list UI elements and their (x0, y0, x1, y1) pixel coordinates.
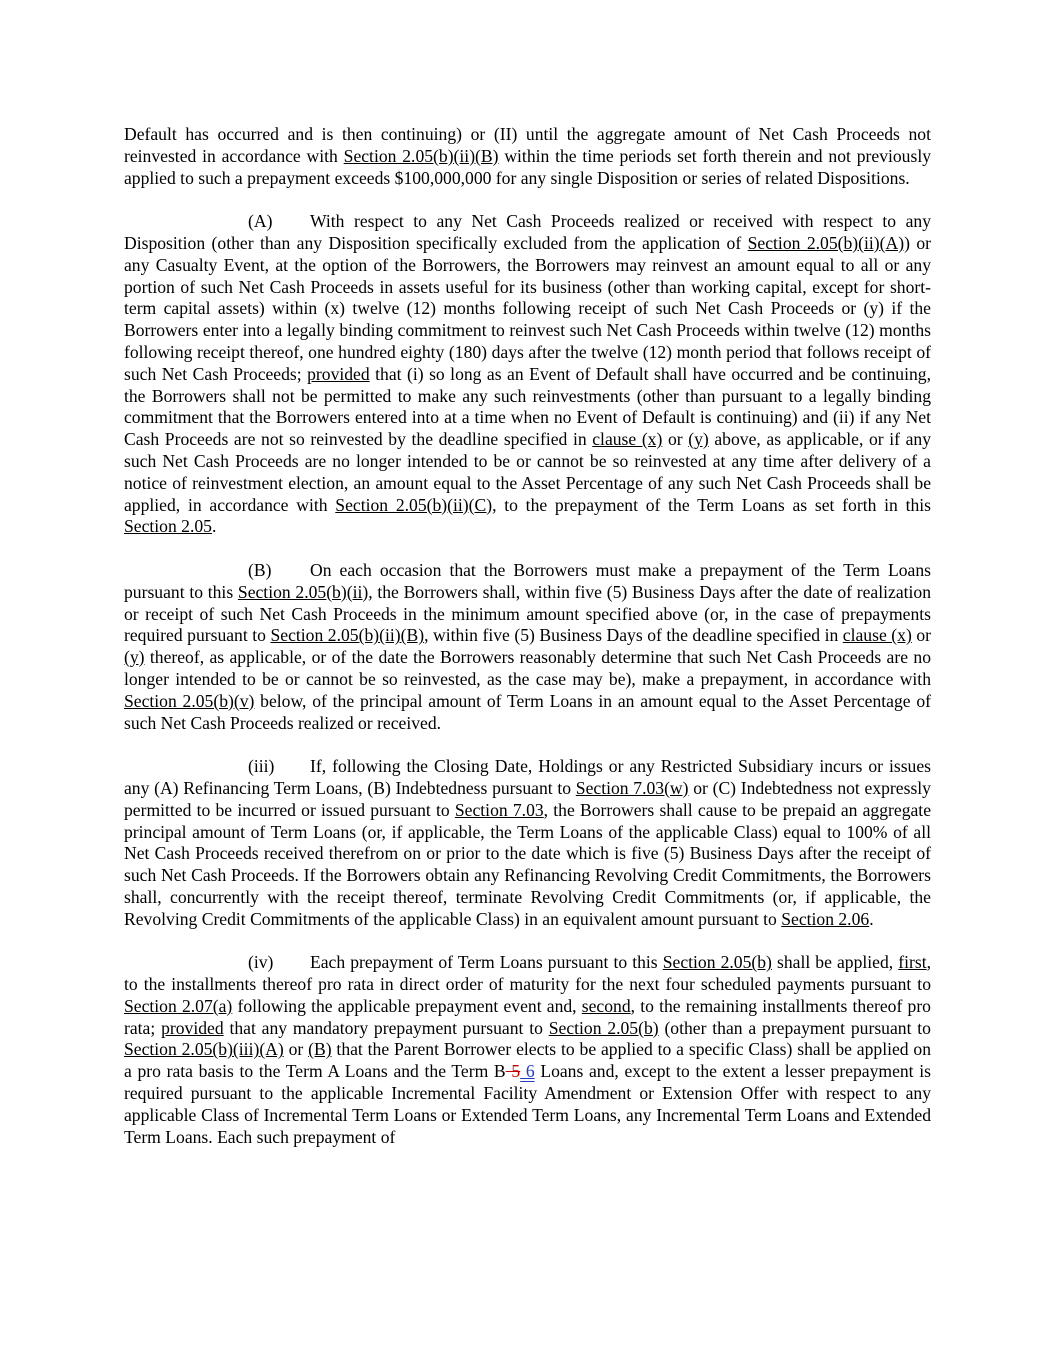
clause-reference: (y) (124, 647, 145, 668)
section-reference: Section 2.05(b)(ii)(C) (335, 494, 493, 515)
text-run: that the Parent Borrower elects to be applied to a specific Class) shall be applied on a pro rata basis to the Term A Loans and the Term B (124, 1039, 932, 1082)
ordinal-term: first (898, 952, 927, 973)
text-run: , within five (5) Business Days of the deadline specified in (424, 625, 843, 646)
section-reference: Section 7.03 (454, 799, 544, 820)
text-run: below, of the principal amount of Term Loans in an amount equal to the Asset Percentage of such Net Cash Proceeds realized or received. (124, 690, 931, 733)
clause-reference: clause (x) (592, 429, 663, 450)
text-run: , the Borrowers shall, within five (5) Business Days after the date of realization or receipt of such Net Cash Proceeds in the minimum amount specified above (or, in the case of prepayments required pursuant to (124, 581, 932, 646)
section-reference: Section 2.06 (781, 908, 870, 929)
text-run: above, as applicable, or if any such Net Cash Proceeds are no longer intended to be or cannot be so reinvested at any time after delivery of a notice of reinvestment election, an amount equal to the Asset Percentage of any such Net Cash Proceeds shall be applied, in accordance with (124, 429, 932, 515)
text-run: Each prepayment of Term Loans pursuant to this (310, 952, 663, 973)
defined-term: provided (161, 1017, 224, 1038)
text-run: . (869, 908, 874, 929)
text-run: , the Borrowers shall cause to be prepaid an aggregate principal amount of Term Loans (or, if applicable, the Term Loans of the applicable Class) equal to 100% of all Net Cash Proceeds received therefrom on or prior to the date which is five (5) Business Days after the receipt of such Net Cash Proceeds. If the Borrowers obtain any Refinancing Revolving Credit Commitments, the Borrowers shall, concurrently with the receipt thereof, terminate Revolving Credit Commitments (or, if applicable, the Revolving Credit Commitments of the applicable Class) in an equivalent amount pursuant to (124, 799, 931, 929)
paragraph-continuation (124, 124, 931, 189)
section-reference: Section 2.05(b)(ii)(B) (270, 625, 425, 646)
paragraph-label: (iii) (248, 756, 275, 777)
text-run: that any mandatory prepayment pursuant to (223, 1017, 549, 1038)
text-run: thereof, as applicable, or of the date the Borrowers reasonably determine that such Net Cash Proceeds are no longer intended to be or cannot be so reinvested, as the case may be), make a prepayment, in accordance with (124, 647, 931, 689)
section-reference: Section 2.07(a) (124, 995, 233, 1016)
tracked-insertion: 6 (520, 1061, 535, 1082)
paragraph-label: (A) (248, 211, 273, 232)
section-reference: Section 2.05(b)(ii)(B) (343, 145, 499, 166)
document-page (124, 124, 931, 1148)
paragraph-label: (B) (248, 559, 272, 580)
tracked-deletion: 5 (505, 1061, 521, 1082)
clause-reference: (y) (688, 429, 709, 450)
text-run: within the time periods set forth therein and not previously applied to such a prepayment exceeds $100,000,000 for any single Disposition or series of related Dispositions. (124, 145, 932, 188)
text-run: that (i) so long as an Event of Default shall have occurred and be continuing, the Borrowers shall not be permitted to make any such reinvestments (other than pursuant to a legally binding commitment that the Borrowers entered into at a time when no Event of Default is continuing) and (ii) if any Net Cash Proceeds are not so reinvested by the deadline specified in (124, 363, 931, 450)
section-reference: Section 2.05(b)(ii)(A) (747, 232, 905, 253)
text-run: With respect to any Net Cash Proceeds realized or received with respect to any Disposition (other than any Disposition specifically excluded from the application of (124, 211, 931, 253)
paragraph-iv (124, 952, 931, 1148)
paragraph-label: (iv) (248, 952, 274, 973)
section-reference: Section 2.05(b)(ii) (237, 581, 369, 602)
paragraph-iii (124, 756, 931, 930)
text-run: If, following the Closing Date, Holdings or any Restricted Subsidiary incurs or issues any (A) Refinancing Term Loans, (B) Indebtedness pursuant to (124, 756, 931, 798)
section-reference: Section 2.05(b) (662, 952, 772, 973)
text-run: Loans and, except to the extent a lesser prepayment is required pursuant to the applicable Incremental Facility Amendment or Extension Offer with respect to any applicable Class of Incremental Term Loans or Extended Term Loans, any Incremental Term Loans and Extended Term Loans. Each such prepayment of (124, 1061, 931, 1147)
text-run: following the applicable prepayment event and, (232, 995, 582, 1016)
text-run: or (662, 429, 689, 450)
text-run: ) or any Casualty Event, at the option of the Borrowers, the Borrowers may reinvest an amount equal to all or any portion of such Net Cash Proceeds in assets useful for its business (other than working capital, except for short-term capital assets) within (x) twelve (12) months following receipt of such Net Cash Proceeds or (y) if the Borrowers enter into a legally binding commitment to reinvest such Net Cash Proceeds within twelve (12) months following receipt thereof, one hundred eighty (180) days after the twelve (12) month period that follows receipt of such Net Cash Proceeds; (124, 232, 931, 384)
paragraph-A (124, 211, 931, 538)
text-run: , to the prepayment of the Term Loans as set forth in this (492, 494, 931, 515)
text-run: Default has occurred and is then continuing) or (II) until the aggregate amount of Net Cash Proceeds not reinvested in accordance with (124, 124, 931, 166)
defined-term: provided (307, 363, 370, 384)
text-run: (other than a prepayment pursuant to (658, 1017, 931, 1038)
clause-reference: (B) (308, 1039, 332, 1060)
ordinal-term: second (581, 995, 631, 1016)
clause-reference: clause (x) (842, 625, 912, 646)
text-run: or (911, 625, 931, 646)
text-run: , to the remaining installments thereof pro rata; (124, 995, 931, 1038)
text-run: , to the installments thereof pro rata in direct order of maturity for the next four scheduled payments pursuant to (124, 952, 931, 995)
section-reference: Section 7.03(w) (575, 777, 689, 798)
section-reference: Section 2.05(b)(iii)(A) (124, 1039, 284, 1060)
text-run: On each occasion that the Borrowers must make a prepayment of the Term Loans pursuant to this (124, 559, 931, 602)
text-run: or (C) Indebtedness not expressly permitted to be incurred or issued pursuant to (124, 777, 931, 820)
text-run: . (211, 516, 217, 537)
paragraph-B (124, 560, 931, 734)
section-reference: Section 2.05(b) (548, 1017, 659, 1038)
text-run: shall be applied, (771, 952, 899, 973)
text-run: or (283, 1039, 309, 1060)
section-reference: Section 2.05 (124, 516, 212, 537)
section-reference: Section 2.05(b)(v) (124, 690, 255, 711)
